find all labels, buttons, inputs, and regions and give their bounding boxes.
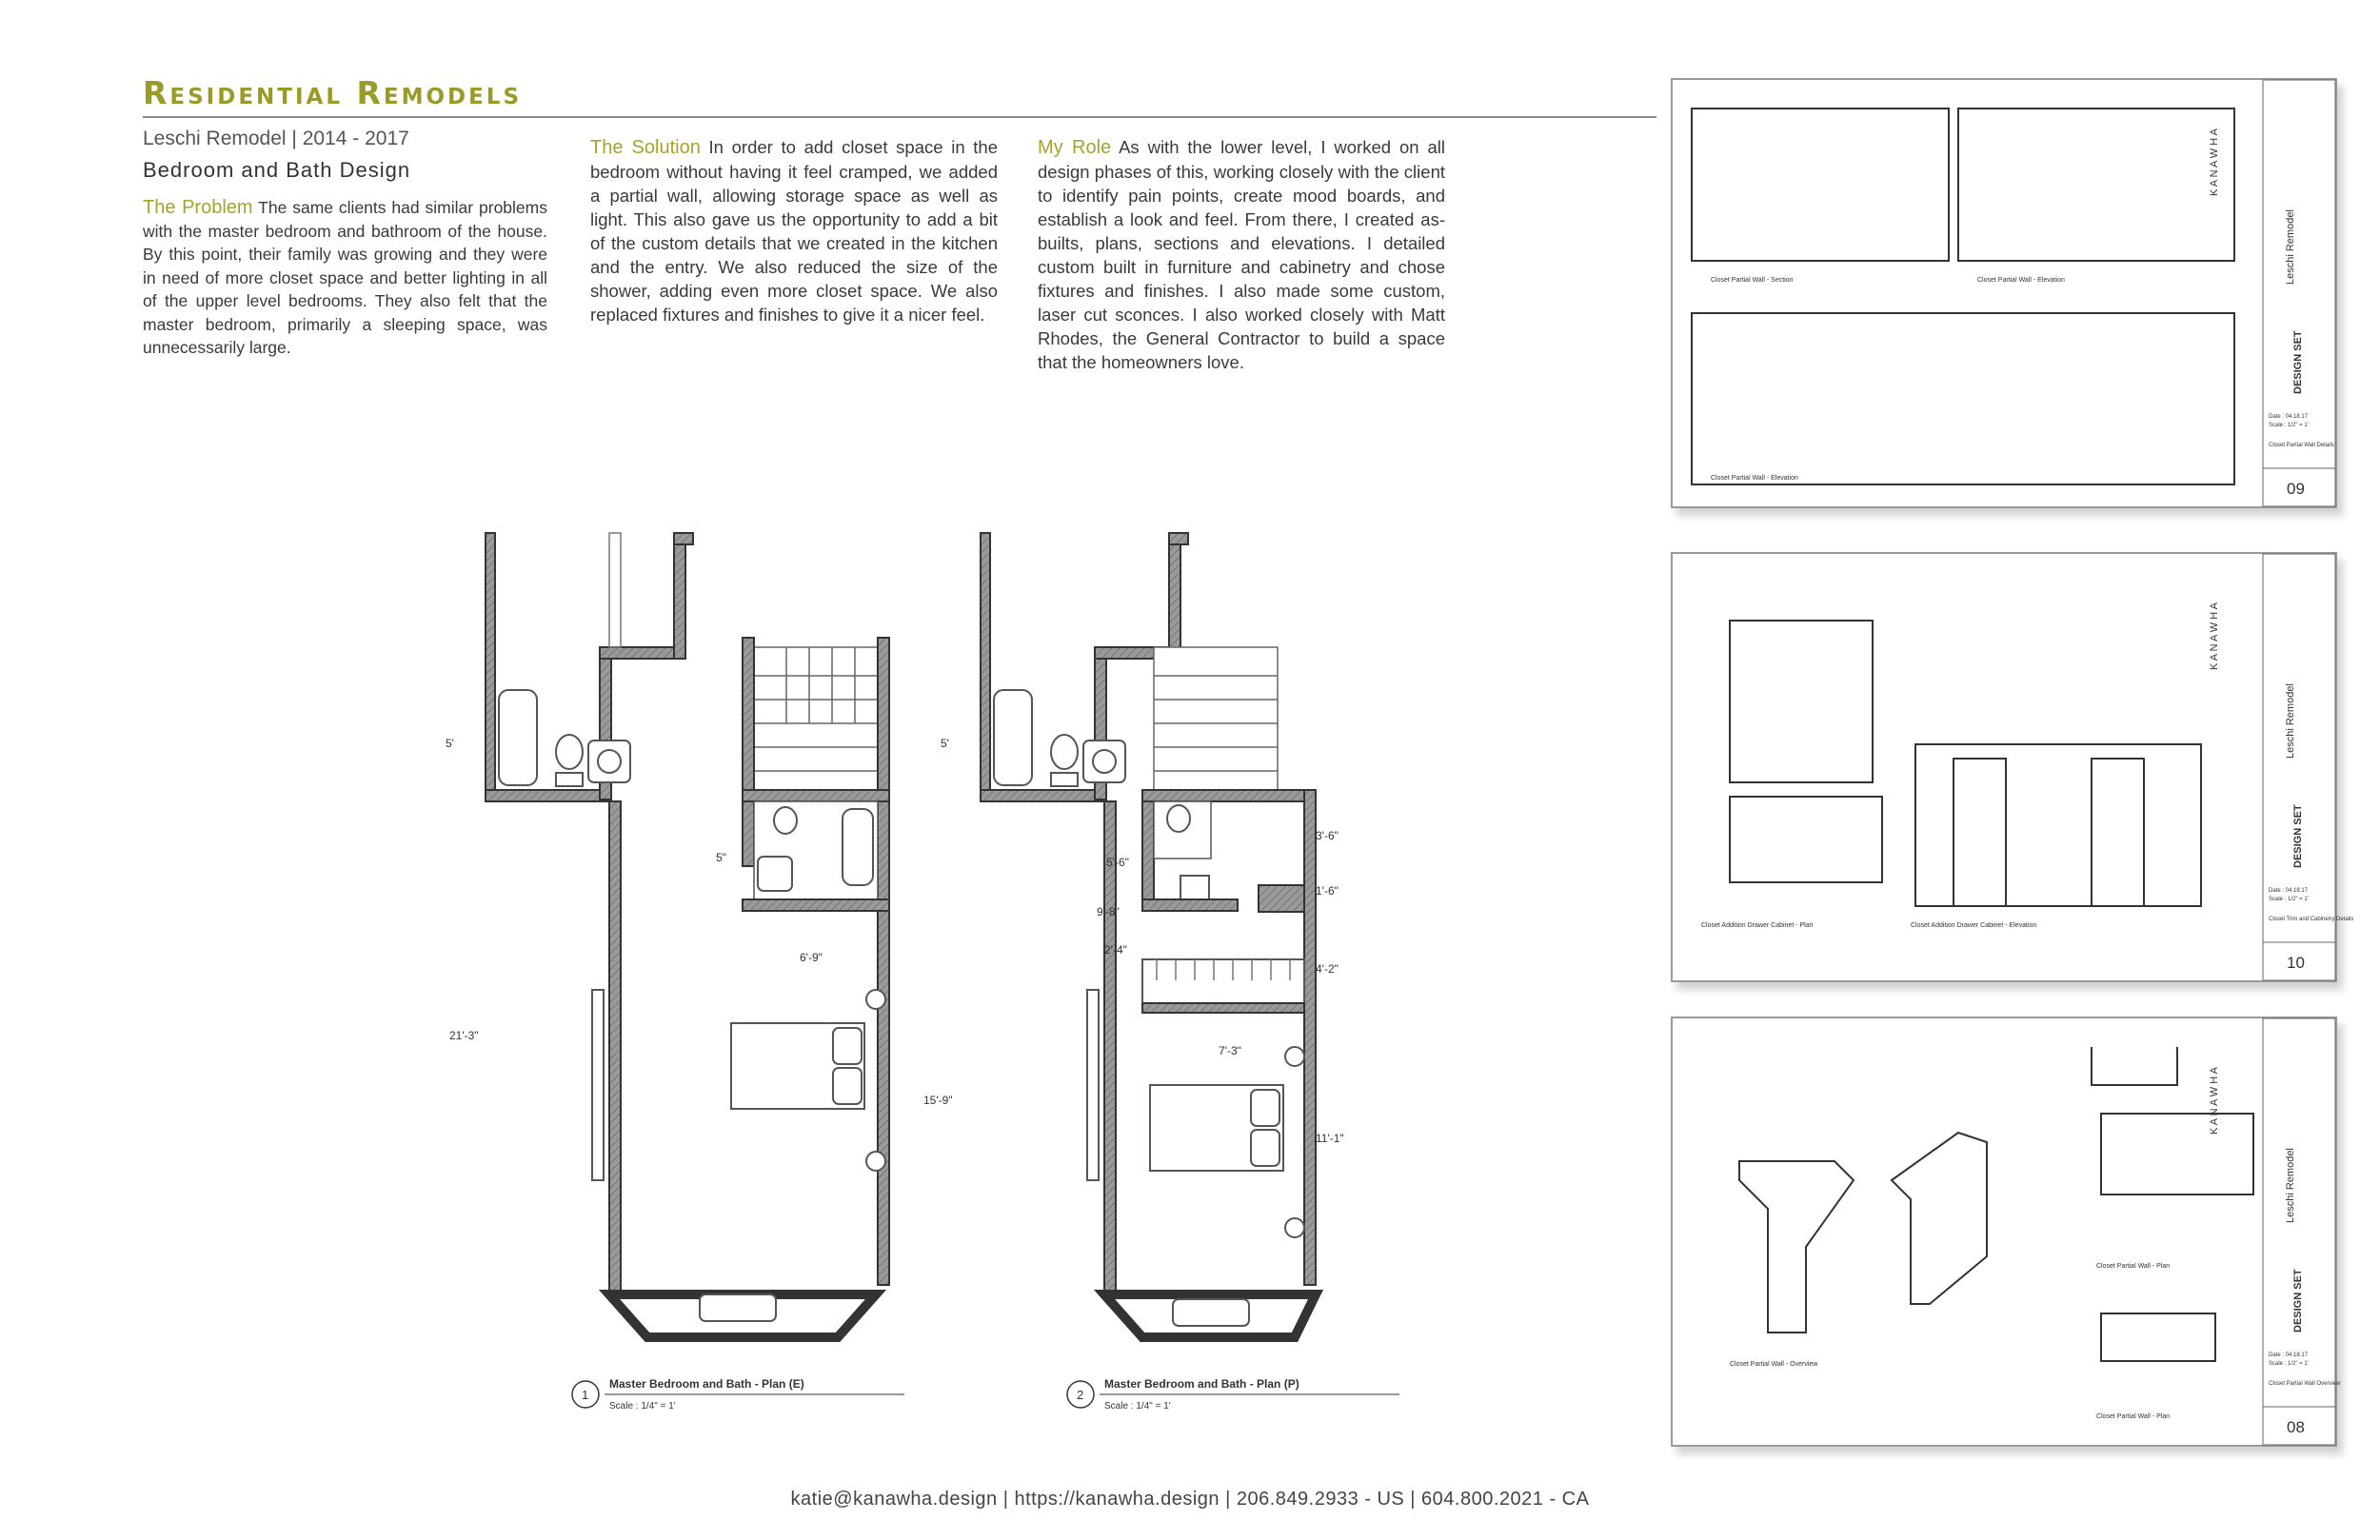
sheet-firm: K A N A W H A: [2209, 602, 2220, 670]
sheet-view-label: Closet Partial Wall - Overview: [1730, 1361, 1818, 1368]
dim-label: 21'-3": [449, 1029, 479, 1042]
sheet-project: Leschi Remodel: [2285, 209, 2296, 285]
caption-plan-proposed: [1067, 1377, 1399, 1412]
dim-label: 3'-6": [1316, 829, 1339, 842]
sheet-page-number: 10: [2287, 954, 2305, 972]
dim-label: 6'-9": [800, 951, 823, 964]
drawing-sheet-08: [1671, 1017, 2341, 1447]
solution-column: [590, 135, 998, 326]
svg-text:2: 2: [1077, 1388, 1084, 1402]
sheet-firm: K A N A W H A: [2209, 128, 2220, 196]
floor-plans-drawing: [446, 533, 1485, 1437]
problem-text: The same clients had similar problems with the master bedroom and bathroom of the house. By this point, their family was growing and they were in need of more closet space and better lighting in all of the upper level bedrooms. They also felt that the master bedroom, primarily a sleeping space, was unnecessarily large.: [143, 198, 547, 357]
sheet-date: Date : 04.18.17: [2269, 888, 2309, 894]
page-title: Residential Remodels: [143, 74, 523, 111]
role-text: As with the lower level, I worked on all design phases of this, working closely with the client to identify pain points, create mood boards, and establish a look and feel. From there, I created as-builts, plans, sections and elevations. I detailed custom built in furniture and cabinetry and chose fixtures and finishes. I also made some custom, laser cut sconces. I also worked closely with Matt Rhodes, the General Contractor to build a space that the homeowners love.: [1038, 137, 1445, 372]
plan-existing-scale: Scale : 1/4" = 1': [609, 1401, 676, 1412]
sheet-scale: Scale : 1/2" = 1': [2269, 897, 2309, 902]
dim-label: 4'-2": [1316, 962, 1339, 976]
solution-heading: The Solution: [590, 137, 701, 158]
drawing-sheet-09: [1671, 78, 2337, 508]
project-subtitle: Leschi Remodel | 2014 - 2017: [143, 128, 409, 149]
dim-label: 1'-6": [1316, 884, 1339, 898]
contact-footer: katie@kanawha.design | https://kanawha.design | 206.849.2933 - US | 604.800.2021 - CA: [790, 1489, 1590, 1510]
dim-label: 5'-6": [1106, 856, 1129, 869]
sheet-scale: Scale : 1/2" = 1': [2269, 423, 2309, 428]
problem-heading: The Problem: [143, 197, 253, 218]
sheet-view-label: Closet Partial Wall - Plan: [2096, 1413, 2171, 1420]
plan-proposed: [981, 533, 1316, 1337]
sheet-title: Closet Partial Wall Overview: [2269, 1381, 2341, 1387]
sheet-view-label: Closet Partial Wall - Section: [1711, 277, 1794, 284]
sheet-set: DESIGN SET: [2292, 804, 2304, 868]
caption-plan-existing: [572, 1377, 904, 1412]
dim-label: 15'-9": [923, 1094, 953, 1107]
problem-column: [143, 196, 547, 360]
sheet-scale: Scale : 1/2" = 1': [2269, 1361, 2309, 1367]
sheet-date: Date : 04.18.17: [2269, 1352, 2309, 1358]
title-rule: [143, 116, 1656, 118]
svg-text:1: 1: [582, 1388, 589, 1402]
dim-label: 11'-1": [1316, 1132, 1344, 1145]
sheet-view-label: Closet Addition Drawer Cabinet - Elevation: [1911, 922, 2037, 929]
sheet-firm: K A N A W H A: [2209, 1067, 2220, 1135]
dim-label: 5': [446, 737, 454, 750]
drawing-sheet-10: [1671, 552, 2354, 982]
plan-existing-title: Master Bedroom and Bath - Plan (E): [609, 1377, 804, 1391]
role-heading: My Role: [1038, 137, 1112, 158]
solution-text: In order to add closet space in the bedroom without having it feel cramped, we added a partial wall, allowing storage space as well as light. This also gave us the opportunity to add a bit of the custom details that we created in the kitchen and the entry. We also reduced the size of the shower, adding even more closet space. We also replaced fixtures and finishes to give it a nicer feel.: [590, 137, 999, 325]
sheet-project: Leschi Remodel: [2285, 1148, 2296, 1223]
sheet-view-label: Closet Partial Wall - Elevation: [1711, 475, 1798, 482]
sheet-view-label: Closet Partial Wall - Plan: [2096, 1263, 2171, 1270]
sheet-page-number: 09: [2287, 480, 2305, 498]
sheet-project: Leschi Remodel: [2285, 683, 2296, 759]
sheet-view-label: Closet Partial Wall - Elevation: [1977, 277, 2065, 284]
dim-label: 5": [716, 851, 726, 864]
plan-proposed-title: Master Bedroom and Bath - Plan (P): [1104, 1377, 1299, 1391]
dim-label: 9'-8": [1097, 905, 1120, 918]
sheet-date: Date : 04.18.17: [2269, 414, 2309, 420]
plan-proposed-scale: Scale : 1/4" = 1': [1104, 1401, 1171, 1412]
sheet-set: DESIGN SET: [2292, 330, 2304, 394]
sheet-set: DESIGN SET: [2292, 1269, 2304, 1333]
sheet-page-number: 08: [2287, 1418, 2305, 1436]
role-column: [1038, 135, 1445, 374]
dim-label: 7'-3": [1219, 1044, 1241, 1057]
dim-label: 5': [941, 737, 949, 750]
dim-label: 2'-4": [1104, 943, 1127, 957]
project-scope: Bedroom and Bath Design: [143, 158, 411, 182]
sheet-view-label: Closet Addition Drawer Cabinet - Plan: [1701, 922, 1814, 929]
sheet-title: Closet Partial Wall Details: [2269, 443, 2334, 448]
sheet-title: Closet Trim and Cabinetry Details: [2269, 917, 2354, 922]
plan-existing: [486, 533, 889, 1337]
